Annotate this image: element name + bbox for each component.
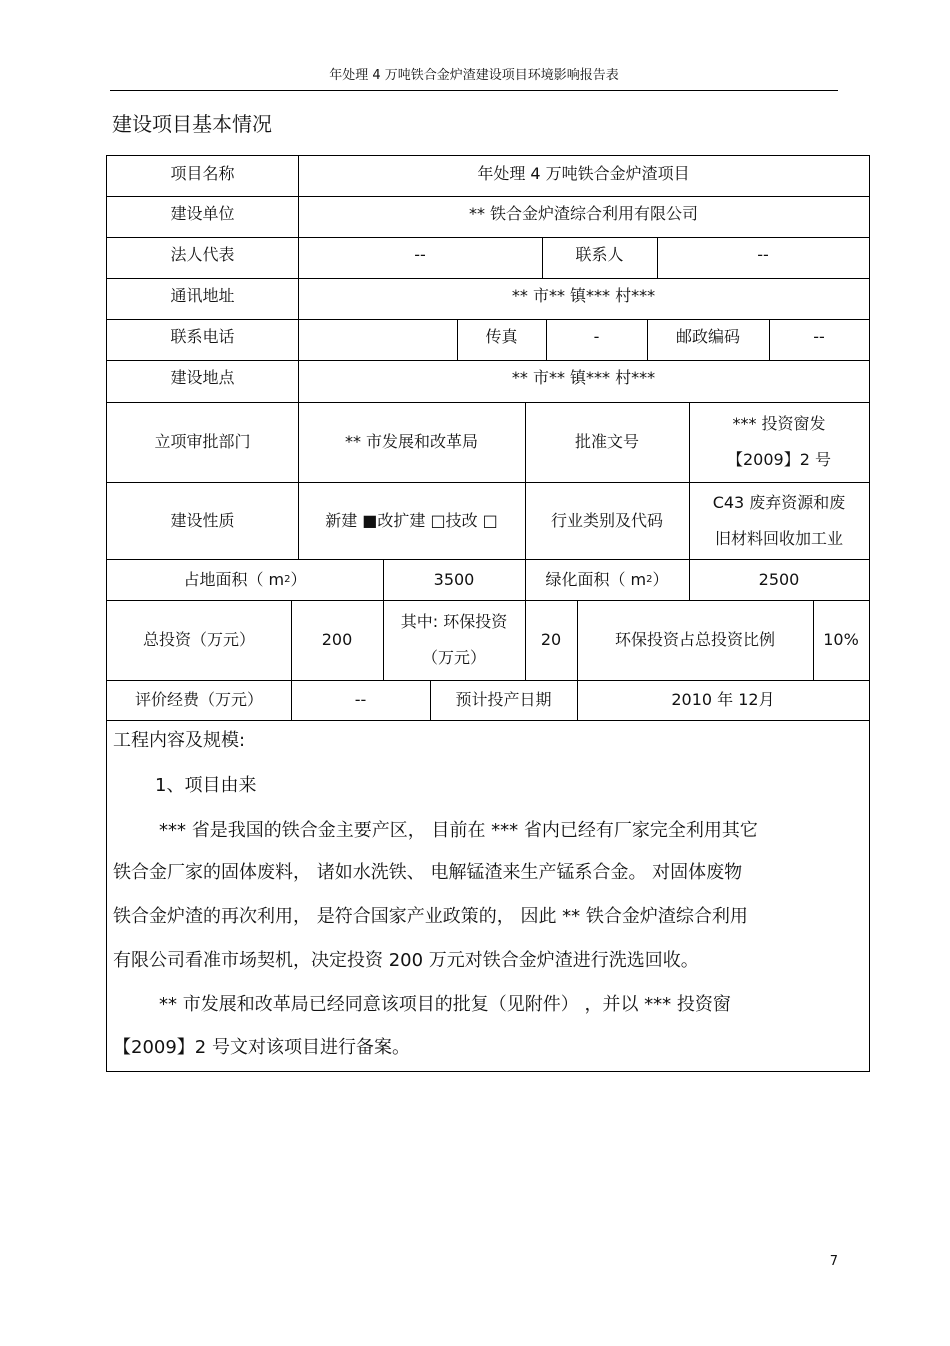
content-subheading: 1、项目由来: [155, 775, 257, 796]
para1-line1: *** 省是我国的铁合金主要产区， 目前在 *** 省内已经有厂家完全利用其它: [159, 820, 758, 841]
start-date-value: 2010 年 12月: [671, 690, 775, 709]
content-heading: 工程内容及规模:: [113, 730, 246, 751]
approval-no-line1: *** 投资窗发: [732, 414, 826, 433]
para2-line1: ** 市发展和改革局已经同意该项目的批复（见附件） ，并以 *** 投资窗: [159, 994, 731, 1015]
total-investment-value: 200: [321, 630, 353, 649]
nature-value: 新建 ■改扩建 □技改 □: [325, 510, 498, 530]
page-header: 年处理 4 万吨铁合金炉渣建设项目环境影响报告表: [329, 68, 619, 83]
start-date-label: 预计投产日期: [455, 690, 552, 709]
postcode-label: 邮政编码: [675, 327, 740, 346]
fax-label: 传真: [485, 327, 518, 346]
industry-line1: C43 废弃资源和废: [712, 492, 846, 512]
page-number: 7: [829, 1254, 838, 1269]
phone-value: [298, 319, 457, 360]
land-area-label: 占地面积（ m 2 ）: [183, 569, 307, 589]
legal-rep-value: --: [414, 245, 426, 264]
section-title: 建设项目基本情况: [112, 112, 272, 136]
industry-line2: 旧材料回收加工业: [714, 528, 843, 548]
para2-line2: 【2009】2 号文对该项目进行备案。: [113, 1037, 410, 1058]
env-ratio-value: 10%: [823, 630, 859, 649]
builder-label: 建设单位: [170, 204, 235, 223]
fax-value: -: [593, 327, 600, 346]
industry-label: 行业类别及代码: [550, 510, 663, 530]
env-ratio-label: 环保投资占总投资比例: [614, 630, 775, 649]
land-area-value: 3500: [433, 569, 475, 589]
industry-value: [689, 482, 869, 559]
builder-value: ** 铁合金炉渣综合利用有限公司: [468, 204, 699, 223]
project-info-table: [106, 155, 870, 1072]
approval-dept-value: ** 市发展和改革局: [344, 432, 479, 451]
project-name-value: 年处理 4 万吨铁合金炉渣项目: [477, 164, 690, 183]
contact-value: --: [757, 245, 769, 264]
eval-fee-value: --: [354, 690, 367, 709]
env-investment-label: 其中: 环保投资 （万元）: [400, 612, 508, 667]
site-label: 建设地点: [170, 368, 235, 387]
env-investment-value: 20: [540, 630, 562, 649]
green-area-value: 2500: [758, 569, 800, 589]
phone-label: 联系电话: [170, 327, 235, 346]
approval-no-label: 批准文号: [574, 432, 639, 451]
site-value: ** 市** 镇*** 村***: [511, 368, 656, 387]
approval-no-value: [689, 402, 869, 482]
eval-fee-label: 评价经费（万元）: [134, 690, 263, 709]
header-rule: [110, 90, 838, 91]
postcode-value: --: [813, 327, 825, 346]
green-area-label: 绿化面积（ m 2 ）: [545, 569, 669, 589]
para1-line4: 有限公司看准市场契机，决定投资 200 万元对铁合金炉渣进行洗选回收。: [113, 950, 699, 971]
project-name-label: 项目名称: [170, 164, 235, 183]
approval-no-line2: 【2009】2 号: [727, 450, 831, 469]
legal-rep-label: 法人代表: [170, 245, 235, 264]
address-value: ** 市** 镇*** 村***: [511, 286, 656, 305]
nature-label: 建设性质: [170, 510, 235, 530]
approval-dept-label: 立项审批部门: [154, 432, 251, 451]
contact-label: 联系人: [575, 245, 624, 264]
address-label: 通讯地址: [170, 286, 235, 305]
total-investment-label: 总投资（万元）: [142, 630, 255, 649]
para1-line3: 铁合金炉渣的再次利用， 是符合国家产业政策的， 因此 ** 铁合金炉渣综合利用: [113, 906, 748, 927]
para1-line2: 铁合金厂家的固体废料， 诸如水洗铁、 电解锰渣来生产锰系合金。 对固体废物: [113, 862, 743, 883]
